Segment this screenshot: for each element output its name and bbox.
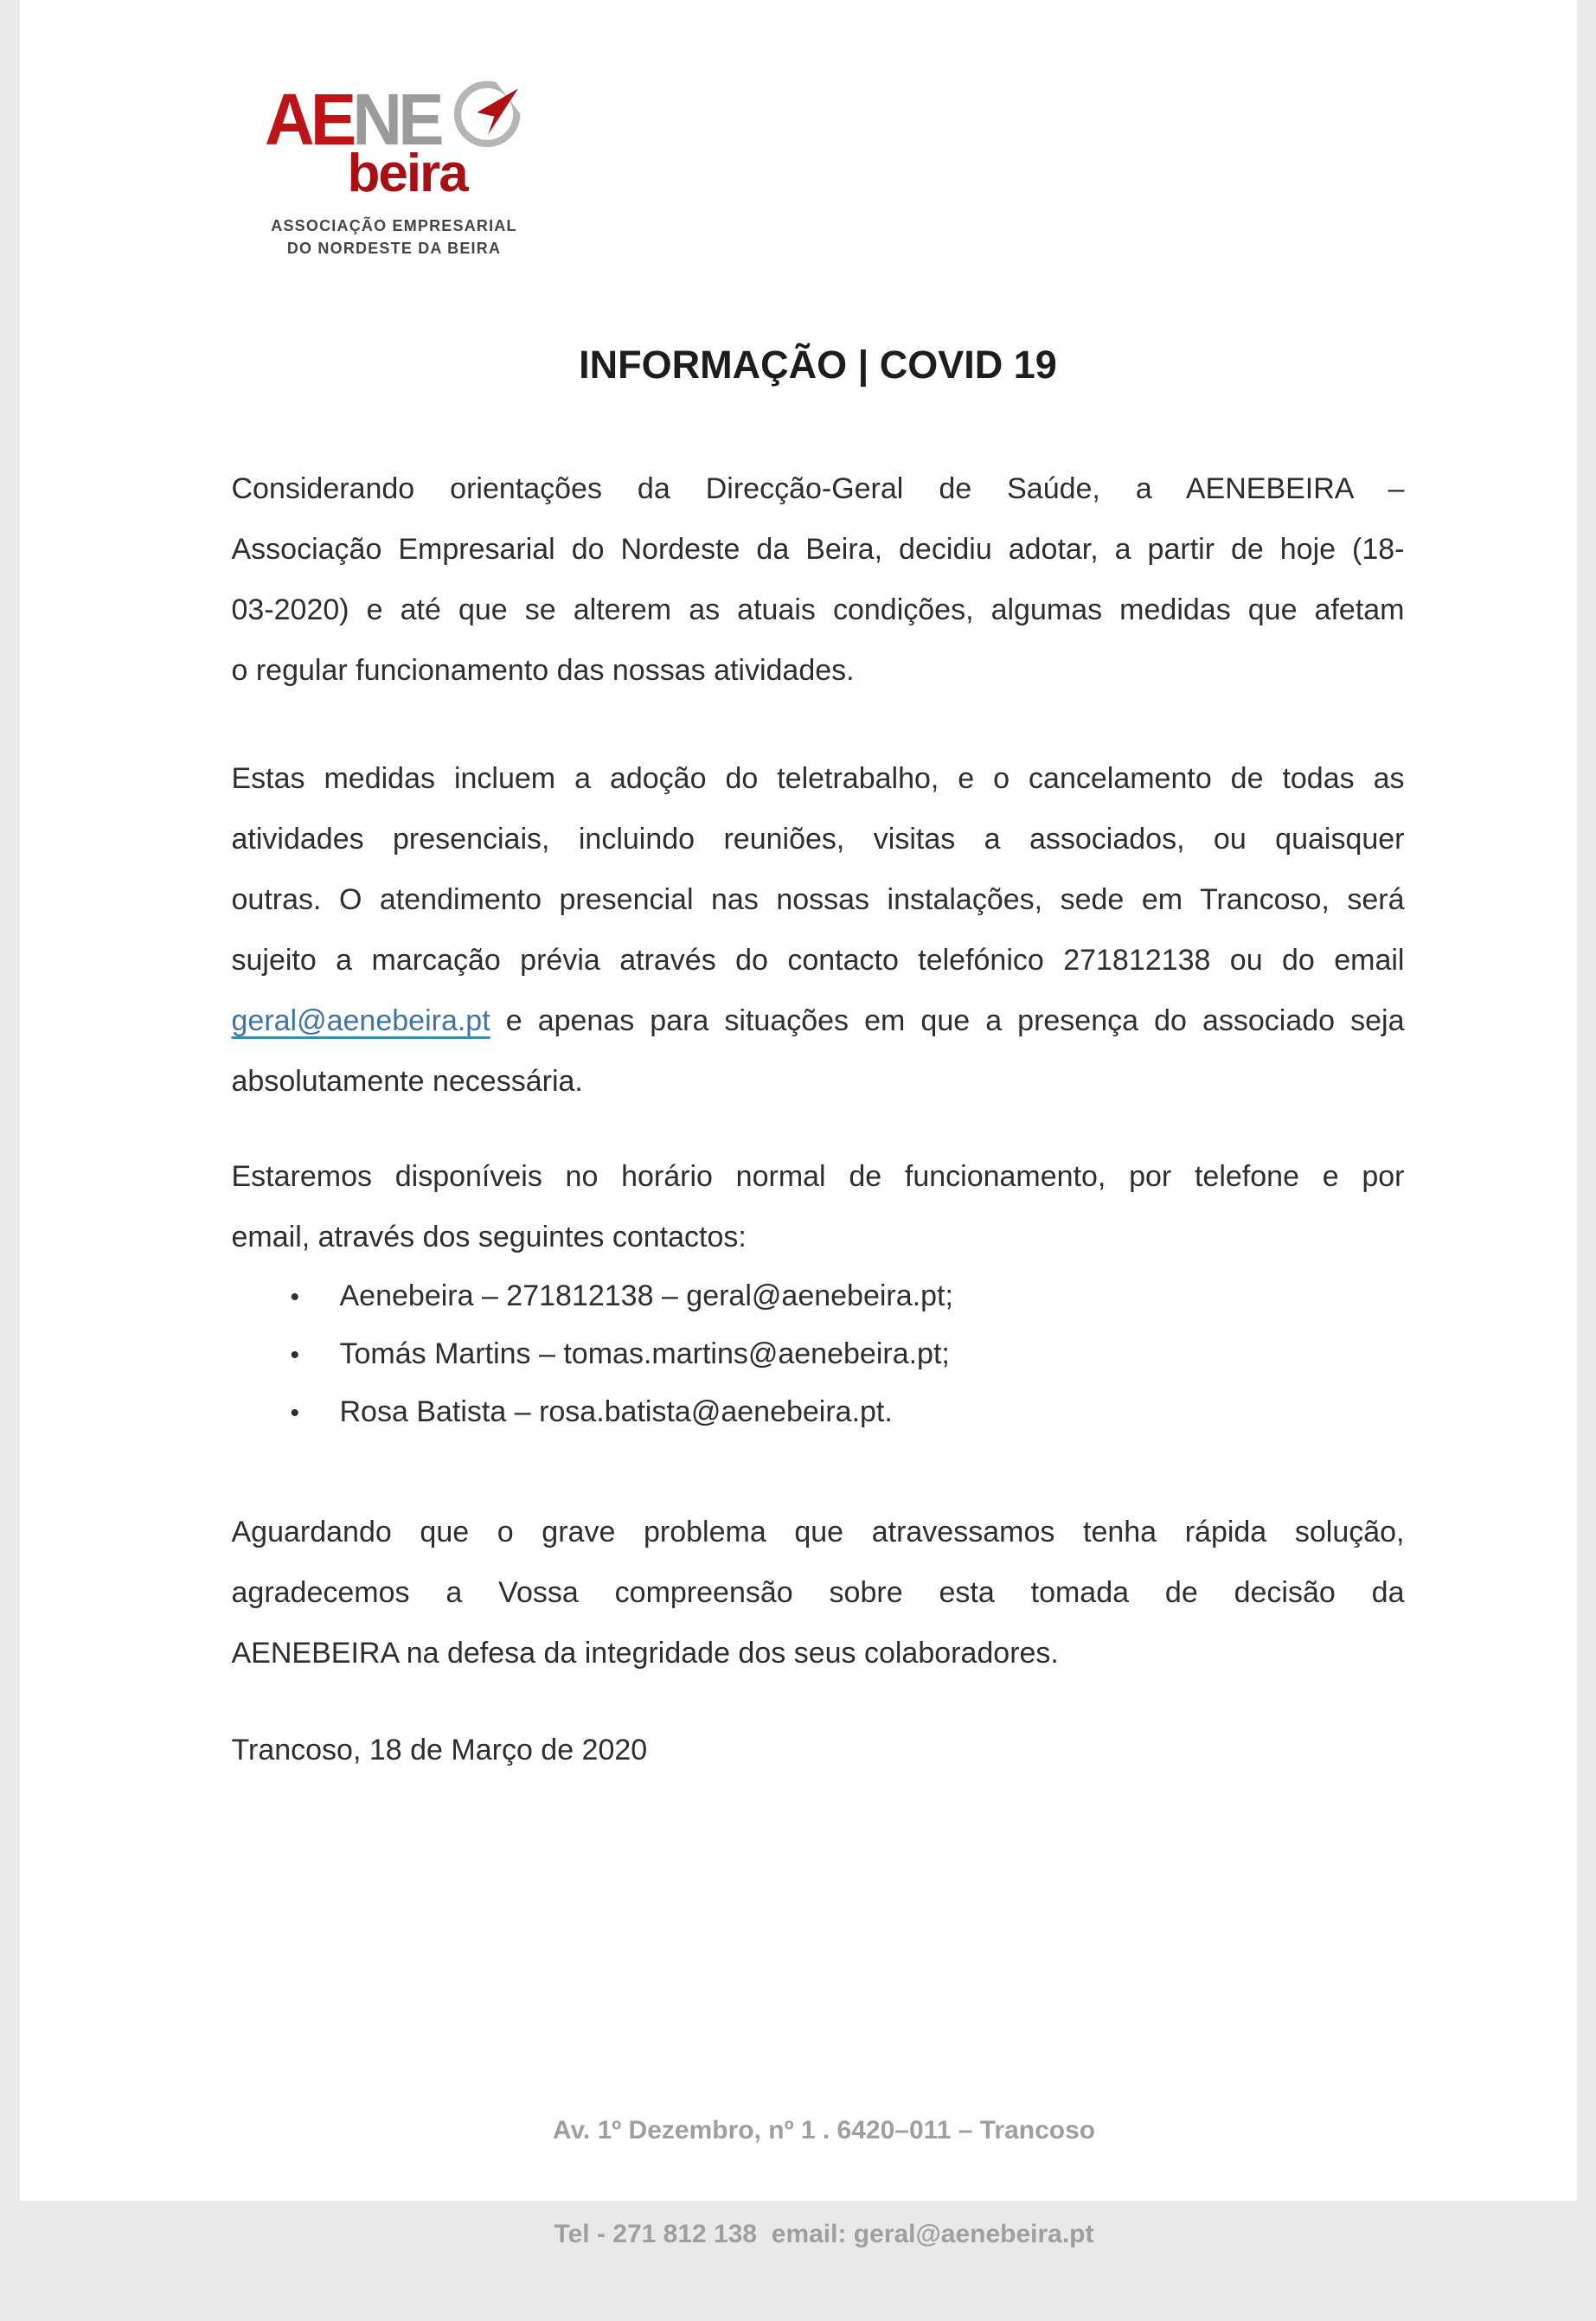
text-line: Considerando orientações da Direcção-Geral de Saúde, a AENEBEIRA –	[232, 458, 1405, 519]
document-body	[232, 458, 1405, 1780]
list-item	[232, 1267, 1405, 1325]
document-page	[20, 0, 1577, 2201]
list-item-text: Rosa Batista – rosa.batista@aenebeira.pt.	[340, 1395, 893, 1428]
text-line: outras. O atendimento presencial nas nossas instalações, sede em Trancoso, será	[232, 869, 1405, 930]
text-line	[232, 991, 1405, 1051]
text-line: o regular funcionamento das nossas atividades.	[232, 640, 1405, 701]
compass-arrow-icon	[449, 73, 529, 152]
list-item-text: Aenebeira – 271812138 – geral@aenebeira.pt;	[340, 1279, 953, 1312]
text-line: Estaremos disponíveis no horário normal de funcionamento, por telefone e por	[232, 1146, 1405, 1207]
paragraph-contactos-intro	[232, 1146, 1405, 1267]
logo-text-ae: AE	[265, 79, 352, 160]
text-line: 03-2020) e até que se alterem as atuais condições, algumas medidas que afetam	[232, 580, 1405, 640]
text-line: atividades presenciais, incluindo reuniões, visitas a associados, ou quaisquer	[232, 809, 1405, 869]
text-line: Estas medidas incluem a adoção do teletrabalho, e o cancelamento de todas as	[232, 748, 1405, 809]
bullet-icon: •	[291, 1268, 340, 1326]
list-item-text: Tomás Martins – tomas.martins@aenebeira.pt;	[340, 1337, 950, 1370]
page-title: INFORMAÇÃO | COVID 19	[232, 343, 1405, 388]
footer-contacts: Tel - 271 812 138 email: geral@aenebeira.pt	[46, 2217, 1596, 2252]
text-line: sujeito a marcação prévia através do contacto telefónico 271812138 ou do email	[232, 930, 1405, 991]
text-line: AENEBEIRA na defesa da integridade dos seus colaboradores.	[232, 1623, 1405, 1683]
bullet-icon: •	[291, 1384, 340, 1442]
logo-text-beira: beira	[348, 147, 542, 201]
text-line: absolutamente necessária.	[232, 1051, 1405, 1112]
text-line: agradecemos a Vossa compreensão sobre esta tomada de decisão da	[232, 1562, 1405, 1623]
logo	[265, 76, 542, 260]
text-line: email, através dos seguintes contactos:	[232, 1207, 1405, 1267]
logo-text-ne: NE	[352, 79, 439, 160]
text-line: Aguardando que o grave problema que atravessamos tenha rápida solução,	[232, 1502, 1405, 1562]
logo-text-aene	[265, 76, 440, 156]
logo-wordmark	[265, 76, 542, 156]
text-span: e apenas para situações em que a presença do associado seja	[490, 1004, 1405, 1037]
email-link[interactable]: geral@aenebeira.pt	[232, 1004, 490, 1037]
text-line: Associação Empresarial do Nordeste da Beira, decidiu adotar, a partir de hoje (18-	[232, 519, 1405, 580]
list-item	[232, 1325, 1405, 1383]
date-line: Trancoso, 18 de Março de 2020	[232, 1720, 1405, 1780]
bullet-icon: •	[291, 1326, 340, 1384]
logo-tagline-line2: DO NORDESTE DA BEIRA	[265, 237, 524, 260]
footer-address: Av. 1º Dezembro, nº 1 . 6420–011 – Trancoso	[46, 2113, 1596, 2148]
logo-tagline-line1: ASSOCIAÇÃO EMPRESARIAL	[265, 215, 524, 237]
paragraph-considerando	[232, 458, 1405, 701]
footer	[46, 2044, 1596, 2321]
paragraph-medidas	[232, 748, 1405, 1112]
logo-tagline	[265, 215, 524, 260]
contacts-list	[232, 1267, 1405, 1441]
paragraph-aguardando	[232, 1502, 1405, 1683]
list-item	[232, 1383, 1405, 1441]
